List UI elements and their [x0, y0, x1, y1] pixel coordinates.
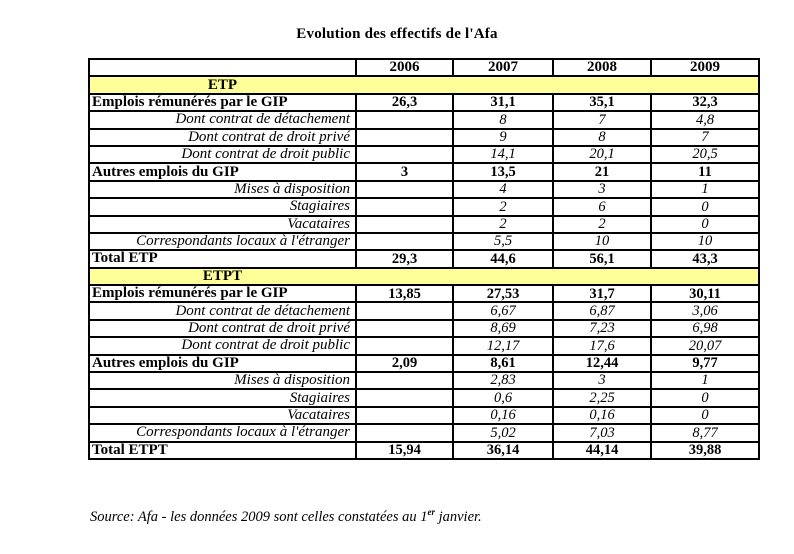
row-label: Stagiaires [89, 389, 356, 406]
section-header-row [89, 76, 759, 93]
value-cell: 20,1 [553, 146, 651, 163]
section-header-cell [89, 76, 759, 93]
value-cell: 8,77 [651, 424, 759, 441]
value-cell: 13,5 [453, 163, 553, 180]
row-label: Autres emplois du GIP [89, 163, 356, 180]
value-cell: 29,3 [356, 250, 453, 267]
table-row [89, 337, 759, 354]
row-label: Dont contrat de droit public [89, 337, 356, 354]
value-cell: 3,06 [651, 302, 759, 319]
row-label: Autres emplois du GIP [89, 355, 356, 372]
value-cell: 8,61 [453, 355, 553, 372]
value-cell: 0 [651, 216, 759, 233]
value-cell: 12,44 [553, 355, 651, 372]
row-label: Dont contrat de détachement [89, 302, 356, 319]
value-cell: 2,25 [553, 389, 651, 406]
table-row [89, 233, 759, 250]
table-row [89, 198, 759, 215]
value-cell: 21 [553, 163, 651, 180]
row-label: Mises à disposition [89, 372, 356, 389]
value-cell: 5,5 [453, 233, 553, 250]
effectifs-table [88, 58, 760, 460]
value-cell [356, 111, 453, 128]
value-cell: 2,83 [453, 372, 553, 389]
value-cell [356, 233, 453, 250]
value-cell: 0 [651, 407, 759, 424]
value-cell: 12,17 [453, 337, 553, 354]
table-row [89, 320, 759, 337]
value-cell: 6,87 [553, 302, 651, 319]
value-cell: 56,1 [553, 250, 651, 267]
value-cell: 17,6 [553, 337, 651, 354]
value-cell [356, 146, 453, 163]
value-cell [356, 372, 453, 389]
table-row [89, 442, 759, 459]
value-cell: 7,03 [553, 424, 651, 441]
value-cell: 20,5 [651, 146, 759, 163]
row-label: Vacataires [89, 216, 356, 233]
value-cell [356, 198, 453, 215]
row-label: Mises à disposition [89, 181, 356, 198]
value-cell [356, 129, 453, 146]
table-row [89, 424, 759, 441]
value-cell [356, 181, 453, 198]
table-body [89, 76, 759, 459]
value-cell: 26,3 [356, 94, 453, 111]
value-cell: 44,14 [553, 442, 651, 459]
value-cell: 30,11 [651, 285, 759, 302]
value-cell: 3 [553, 372, 651, 389]
value-cell: 8 [553, 129, 651, 146]
row-label: Vacataires [89, 407, 356, 424]
value-cell: 0,16 [553, 407, 651, 424]
value-cell: 1 [651, 181, 759, 198]
table-row [89, 407, 759, 424]
value-cell: 35,1 [553, 94, 651, 111]
table-row [89, 146, 759, 163]
header-year-2009: 2009 [651, 59, 759, 76]
value-cell: 10 [651, 233, 759, 250]
table-row [89, 372, 759, 389]
value-cell: 4 [453, 181, 553, 198]
value-cell [356, 407, 453, 424]
value-cell: 0 [651, 389, 759, 406]
value-cell: 0,16 [453, 407, 553, 424]
header-corner-cell [89, 59, 356, 76]
source-note [90, 507, 482, 526]
table-row [89, 94, 759, 111]
header-year-2008: 2008 [553, 59, 651, 76]
value-cell: 7 [553, 111, 651, 128]
row-label: Correspondants locaux à l'étranger [89, 424, 356, 441]
value-cell: 2 [553, 216, 651, 233]
value-cell [356, 424, 453, 441]
table-row [89, 216, 759, 233]
value-cell: 20,07 [651, 337, 759, 354]
year-header-row [89, 59, 759, 76]
value-cell: 7 [651, 129, 759, 146]
table-row [89, 163, 759, 180]
value-cell: 3 [553, 181, 651, 198]
value-cell: 43,3 [651, 250, 759, 267]
value-cell: 5,02 [453, 424, 553, 441]
row-label: Dont contrat de droit privé [89, 129, 356, 146]
source-text-end: janvier. [434, 508, 482, 525]
row-label: Correspondants locaux à l'étranger [89, 233, 356, 250]
value-cell: 10 [553, 233, 651, 250]
value-cell: 6,67 [453, 302, 553, 319]
value-cell: 4,8 [651, 111, 759, 128]
value-cell: 36,14 [453, 442, 553, 459]
row-label: Total ETPT [89, 442, 356, 459]
value-cell [356, 302, 453, 319]
value-cell: 8,69 [453, 320, 553, 337]
value-cell: 7,23 [553, 320, 651, 337]
section-header-row [89, 268, 759, 285]
section-header-cell [89, 268, 759, 285]
value-cell: 11 [651, 163, 759, 180]
value-cell: 32,3 [651, 94, 759, 111]
value-cell: 2,09 [356, 355, 453, 372]
value-cell: 31,7 [553, 285, 651, 302]
value-cell: 44,6 [453, 250, 553, 267]
value-cell: 31,1 [453, 94, 553, 111]
value-cell: 9 [453, 129, 553, 146]
value-cell [356, 216, 453, 233]
value-cell: 6,98 [651, 320, 759, 337]
value-cell: 27,53 [453, 285, 553, 302]
value-cell [356, 389, 453, 406]
value-cell: 0,6 [453, 389, 553, 406]
value-cell: 6 [553, 198, 651, 215]
header-year-2007: 2007 [453, 59, 553, 76]
table-row [89, 181, 759, 198]
table-row [89, 250, 759, 267]
value-cell: 15,94 [356, 442, 453, 459]
row-label: Emplois rémunérés par le GIP [89, 94, 356, 111]
section-header-label: ETPT [202, 267, 243, 284]
value-cell [356, 337, 453, 354]
source-superscript: er [427, 507, 435, 517]
page-title: Evolution des effectifs de l'Afa [296, 26, 498, 42]
value-cell: 39,88 [651, 442, 759, 459]
value-cell: 2 [453, 216, 553, 233]
value-cell: 0 [651, 198, 759, 215]
value-cell: 13,85 [356, 285, 453, 302]
header-year-2006: 2006 [356, 59, 453, 76]
table-row [89, 302, 759, 319]
value-cell: 3 [356, 163, 453, 180]
source-text: Source: Afa - les données 2009 sont celles constatées au 1 [90, 508, 428, 525]
row-label: Dont contrat de droit privé [89, 320, 356, 337]
value-cell: 8 [453, 111, 553, 128]
table-row [89, 389, 759, 406]
row-label: Dont contrat de droit public [89, 146, 356, 163]
value-cell: 9,77 [651, 355, 759, 372]
section-header-label: ETP [207, 76, 238, 93]
table-row [89, 355, 759, 372]
value-cell: 2 [453, 198, 553, 215]
value-cell: 1 [651, 372, 759, 389]
value-cell [356, 320, 453, 337]
row-label: Stagiaires [89, 198, 356, 215]
value-cell: 14,1 [453, 146, 553, 163]
table-row [89, 111, 759, 128]
row-label: Total ETP [89, 250, 356, 267]
row-label: Emplois rémunérés par le GIP [89, 285, 356, 302]
row-label: Dont contrat de détachement [89, 111, 356, 128]
table-row [89, 129, 759, 146]
table-row [89, 285, 759, 302]
